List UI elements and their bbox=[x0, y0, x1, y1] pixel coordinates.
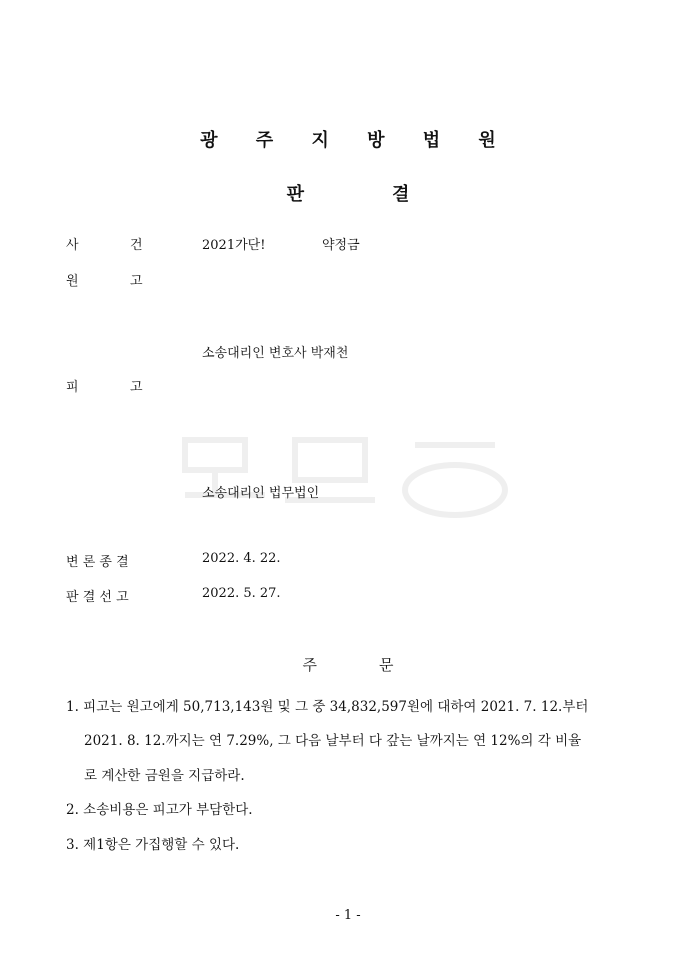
order-item-2: 2. 소송비용은 피고가 부담한다. bbox=[66, 802, 253, 818]
order-item-1-line-2: 2021. 8. 12.까지는 연 7.29%, 그 다음 날부터 다 갚는 날까지는 연 12%의 각 비율 bbox=[84, 733, 582, 749]
page-number: - 1 - bbox=[335, 908, 361, 923]
court-name: 광 주 지 방 법 원 bbox=[200, 130, 512, 151]
title-char-1: 판 bbox=[286, 184, 304, 205]
case-label-2: 건 bbox=[130, 238, 143, 253]
title-char-2: 결 bbox=[392, 184, 410, 205]
defendant-counsel: 소송대리인 법무법인 bbox=[202, 486, 320, 501]
defendant-label-2: 고 bbox=[130, 380, 143, 395]
case-number: 2021가단! bbox=[202, 238, 266, 253]
order-item-3: 3. 제1항은 가집행할 수 있다. bbox=[66, 837, 240, 853]
order-heading-char-2: 문 bbox=[379, 656, 394, 674]
order-item-1-line-1: 1. 피고는 원고에게 50,713,143원 및 그 중 34,832,597원에 대하여 2021. 7. 12.부터 bbox=[66, 699, 589, 715]
document-title bbox=[0, 180, 696, 206]
sentence-label: 판 결 선 고 bbox=[66, 590, 129, 605]
case-label-1: 사 bbox=[66, 238, 79, 253]
court-watermark bbox=[175, 420, 525, 520]
closing-date: 2022. 4. 22. bbox=[202, 551, 281, 566]
order-heading bbox=[0, 654, 696, 675]
case-type: 약정금 bbox=[322, 238, 360, 253]
sentence-date: 2022. 5. 27. bbox=[202, 586, 281, 601]
defendant-label-1: 피 bbox=[66, 380, 79, 395]
order-item-1-line-3: 로 계산한 금원을 지급하라. bbox=[84, 768, 245, 784]
plaintiff-label-2: 고 bbox=[130, 274, 143, 289]
plaintiff-counsel: 소송대리인 변호사 박재천 bbox=[202, 346, 349, 361]
order-heading-char-1: 주 bbox=[302, 656, 317, 674]
plaintiff-label-1: 원 bbox=[66, 274, 79, 289]
closing-label: 변 론 종 결 bbox=[66, 555, 129, 570]
